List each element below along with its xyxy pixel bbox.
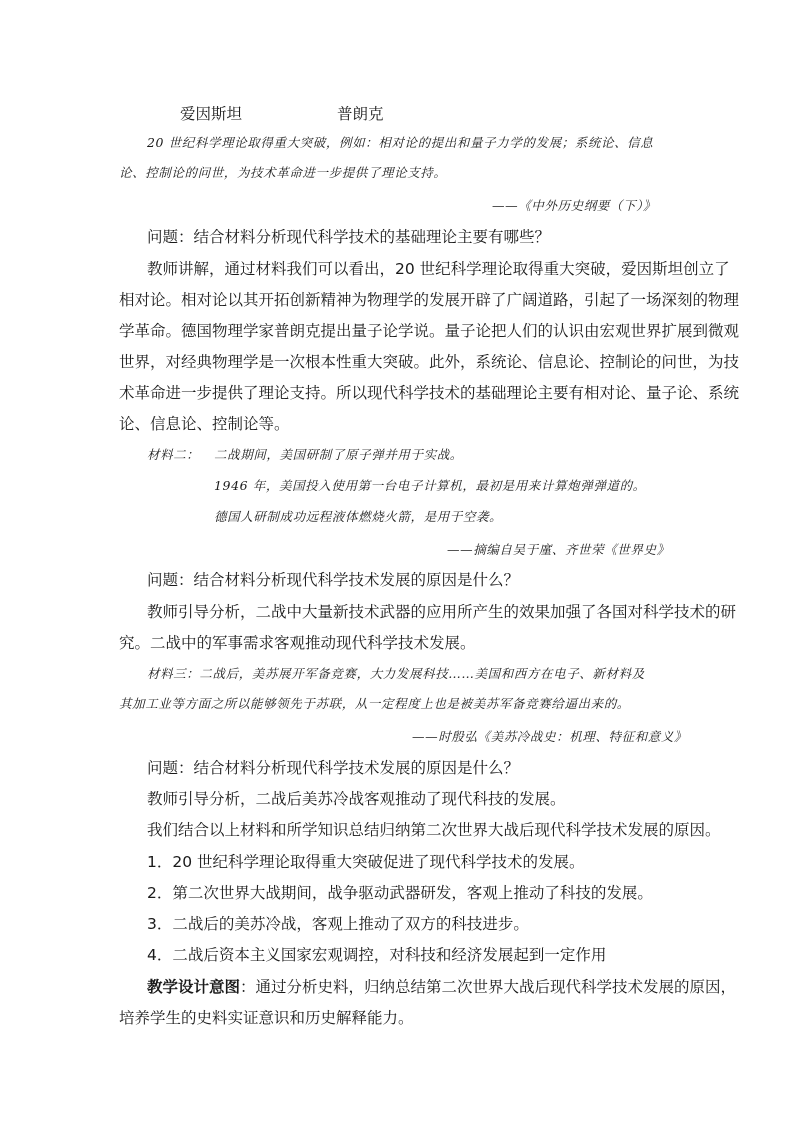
material2-line2: 1946 年，美国投入使用第一台电子计算机，最初是用来计算炮弹弹道的。 [214, 478, 646, 493]
design-intent-text: ：通过分析史料，归纳总结第二次世界大战后现代科学技术发展的原因， [240, 978, 737, 996]
explanation1-line6: 论、信息论、控制论等。 [119, 415, 290, 433]
caption-einstein: 爱因斯坦 [180, 105, 243, 123]
material1-citation: ——《中外历史纲要（下）》 [492, 198, 657, 213]
question2: 问题：结合材料分析现代科学技术发展的原因是什么？ [147, 571, 520, 589]
explanation3: 教师引导分析，二战后美苏冷战客观推动了现代科技的发展。 [147, 790, 566, 808]
summary-intro: 我们结合以上材料和所学知识总结归纳第二次世界大战后现代科学技术发展的原因。 [147, 821, 721, 839]
reason-item: 2．第二次世界大战期间，战争驱动武器研发，客观上推动了科技的发展。 [147, 884, 653, 902]
explanation1-line5: 术革命进一步提供了理论支持。所以现代科学技术的基础理论主要有相对论、量子论、系统 [119, 384, 740, 402]
explanation1-line3: 学革命。德国物理学家普朗克提出量子论学说。量子论把人们的认识由宏观世界扩展到微观 [119, 322, 740, 340]
explanation1-line4: 世界，对经典物理学是一次根本性重大突破。此外，系统论、信息论、控制论的问世，为技 [119, 353, 740, 371]
reason-item: 3．二战后的美苏冷战，客观上推动了双方的科技进步。 [147, 915, 529, 933]
material3-line1: 材料三：二战后，美苏展开军备竞赛，大力发展科技……美国和西方在电子、新材料及 [147, 666, 645, 681]
material2-label: 材料二： [147, 447, 200, 462]
reason-item: 1．20 世纪科学理论取得重大突破促进了现代科学技术的发展。 [147, 853, 585, 871]
explanation2-line2: 究。二战中的军事需求客观推动现代科学技术发展。 [119, 634, 476, 652]
material1-line2: 论、控制论的问世，为技术革命进一步提供了理论支持。 [119, 165, 447, 180]
explanation2-line1: 教师引导分析，二战中大量新技术武器的应用所产生的效果加强了各国对科学技术的研 [147, 603, 737, 621]
question1: 问题：结合材料分析现代科学技术的基础理论主要有哪些？ [147, 228, 551, 246]
reason-item: 4．二战后资本主义国家宏观调控，对科技和经济发展起到一定作用 [147, 946, 607, 964]
material2-line1: 二战期间，美国研制了原子弹并用于实战。 [214, 447, 463, 462]
material2-line3: 德国人研制成功远程液体燃烧火箭，是用于空袭。 [214, 509, 503, 524]
question3: 问题：结合材料分析现代科学技术发展的原因是什么？ [147, 759, 520, 777]
material3-citation: ——时殷弘《美苏冷战史：机理、特征和意义》 [412, 729, 688, 744]
explanation1-line2: 相对论。相对论以其开拓创新精神为物理学的发展开辟了广阔道路，引起了一场深刻的物理 [119, 291, 740, 309]
explanation1-line1: 教师讲解，通过材料我们可以看出，20 世纪科学理论取得重大突破，爱因斯坦创立了 [147, 260, 730, 278]
design-intent-label: 教学设计意图 [147, 978, 241, 996]
material1-line1: 20 世纪科学理论取得重大突破，例如：相对论的提出和量子力学的发展；系统论、信息 [147, 135, 654, 150]
design-intent-line1 [147, 977, 736, 997]
caption-planck: 普朗克 [337, 105, 384, 123]
material2-citation: ——摘编自吴于廑、齐世荣《世界史》 [447, 542, 670, 557]
material3-line2: 其加工业等方面之所以能够领先于苏联，从一定程度上也是被美苏军备竞赛给逼出来的。 [119, 696, 630, 711]
design-intent-line2: 培养学生的史料实证意识和历史解释能力。 [119, 1009, 414, 1027]
